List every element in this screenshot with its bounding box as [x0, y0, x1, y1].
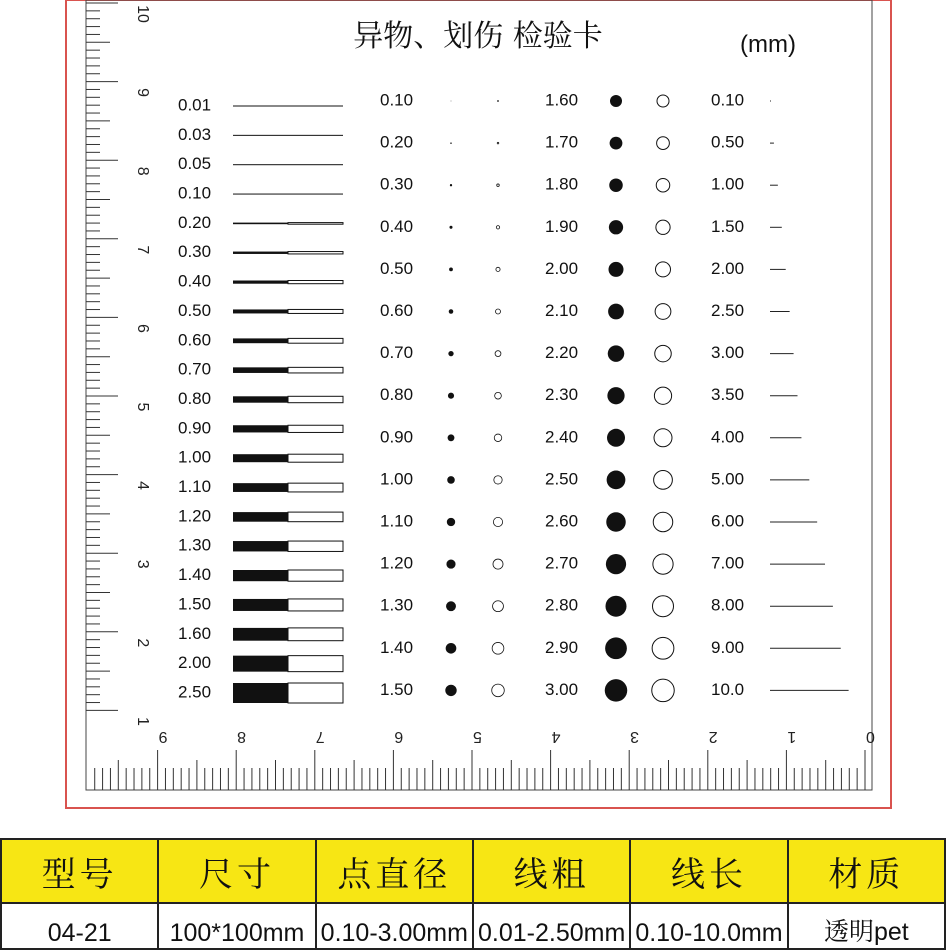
- small-dot-filled: [449, 226, 452, 229]
- value-line-width: 0.01-2.50mm: [473, 903, 630, 949]
- large-dot-outline: [653, 596, 674, 617]
- small-dot-label: 1.40: [380, 637, 414, 657]
- large-dot-filled: [610, 95, 622, 107]
- large-dot-filled: [605, 637, 627, 659]
- line-width-filled: [233, 194, 288, 195]
- line-length-label: 3.00: [711, 343, 745, 363]
- large-dot-filled: [609, 262, 624, 277]
- large-dot-outline: [652, 679, 675, 702]
- small-dot-label: 1.30: [380, 595, 414, 615]
- large-dot-label: 1.90: [545, 216, 579, 236]
- value-line-length: 0.10-10.0mm: [630, 903, 787, 949]
- ruler-label-h: 5: [472, 727, 482, 745]
- small-dot-filled: [448, 434, 455, 441]
- line-length-label: 7.00: [711, 553, 745, 573]
- small-dot-filled: [445, 685, 456, 696]
- line-width-label: 0.40: [178, 271, 212, 291]
- line-width-outline: [288, 252, 343, 254]
- header-size: 尺寸: [158, 839, 315, 903]
- large-dot-label: 1.60: [545, 90, 579, 110]
- small-dot-outline: [492, 684, 505, 697]
- line-width-outline: [288, 396, 343, 402]
- line-width-outline: [288, 194, 343, 195]
- large-dot-filled: [606, 554, 626, 574]
- small-dot-outline: [494, 476, 502, 484]
- small-dot-label: 0.80: [380, 385, 414, 405]
- small-dot-outline: [495, 309, 500, 314]
- large-dot-label: 3.00: [545, 679, 579, 699]
- header-line-width: 线粗: [473, 839, 630, 903]
- line-width-outline: [288, 454, 343, 462]
- line-width-outline: [288, 338, 343, 343]
- large-dot-outline: [655, 304, 671, 320]
- ruler-label-v: 9: [133, 88, 151, 98]
- large-dot-label: 2.30: [545, 385, 579, 405]
- line-width-label: 1.00: [178, 447, 212, 467]
- small-dot-label: 0.30: [380, 174, 414, 194]
- line-length-label: 0.10: [711, 90, 745, 110]
- line-width-outline: [288, 599, 343, 611]
- large-dot-label: 2.50: [545, 469, 579, 489]
- line-width-filled: [233, 599, 288, 611]
- large-dot-filled: [607, 387, 624, 404]
- spec-header-row: [1, 839, 945, 903]
- small-dot-outline: [495, 351, 501, 357]
- large-dot-outline: [656, 178, 670, 192]
- large-dot-outline: [654, 387, 671, 404]
- line-width-label: 0.05: [178, 154, 212, 174]
- line-length-label: 9.00: [711, 637, 745, 657]
- line-width-label: 0.70: [178, 359, 212, 379]
- line-width-filled: [233, 223, 288, 225]
- small-dot-filled: [450, 184, 452, 186]
- line-width-label: 0.20: [178, 212, 212, 232]
- card-title: 异物、划伤 检验卡: [353, 19, 603, 54]
- large-dot-outline: [655, 345, 672, 362]
- line-width-label: 1.30: [178, 535, 212, 555]
- line-width-filled: [233, 164, 288, 165]
- small-dot-outline: [497, 142, 499, 144]
- small-dot-filled: [449, 268, 453, 272]
- large-dot-filled: [605, 679, 628, 702]
- small-dot-outline: [497, 184, 500, 187]
- small-dot-label: 1.50: [380, 679, 414, 699]
- ruler-label-h: 2: [708, 727, 718, 745]
- line-width-outline: [288, 512, 343, 522]
- large-dot-outline: [656, 220, 670, 234]
- large-dot-label: 1.80: [545, 174, 579, 194]
- line-length-label: 0.50: [711, 132, 745, 152]
- line-width-label: 0.50: [178, 300, 212, 320]
- line-length-label: 1.00: [711, 174, 745, 194]
- line-width-filled: [233, 628, 288, 641]
- large-dot-outline: [653, 512, 673, 532]
- small-dot-label: 0.60: [380, 300, 414, 320]
- line-width-outline: [288, 281, 343, 284]
- line-length-label: 8.00: [711, 595, 745, 615]
- ruler-label-v: 5: [133, 402, 151, 412]
- header-dot-diameter: 点直径: [316, 839, 473, 903]
- line-width-filled: [233, 367, 288, 373]
- line-width-filled: [233, 135, 288, 136]
- line-width-label: 1.40: [178, 565, 212, 585]
- small-dot-filled: [448, 393, 454, 399]
- small-dot-filled: [447, 518, 455, 526]
- small-dot-filled: [447, 476, 455, 484]
- small-dot-label: 0.10: [380, 90, 414, 110]
- line-width-filled: [233, 252, 288, 254]
- line-width-label: 0.30: [178, 242, 212, 262]
- small-dot-filled: [449, 309, 454, 314]
- ruler-label-v: 7: [133, 245, 151, 255]
- large-dot-label: 2.60: [545, 511, 579, 531]
- line-width-outline: [288, 483, 343, 492]
- ruler-label-v: 8: [133, 166, 151, 176]
- small-dot-outline: [498, 101, 499, 102]
- ruler-label-v: 1: [133, 716, 151, 726]
- large-dot-label: 2.00: [545, 258, 579, 278]
- spec-table: [0, 838, 946, 950]
- large-dot-label: 1.70: [545, 132, 579, 152]
- line-width-label: 0.03: [178, 124, 212, 144]
- value-material: 透明pet: [788, 903, 945, 949]
- line-width-outline: [288, 656, 343, 672]
- ruler-label-h: 1: [787, 727, 797, 745]
- small-dot-outline: [494, 434, 502, 442]
- small-dot-outline: [496, 226, 499, 229]
- small-dot-outline: [493, 559, 503, 569]
- line-length-label: 2.00: [711, 258, 745, 278]
- line-width-label: 0.01: [178, 95, 212, 115]
- ruler-label-h: 6: [394, 727, 404, 745]
- small-dot-filled: [446, 601, 456, 611]
- small-dot-outline: [496, 267, 500, 271]
- ruler-label-v: 2: [133, 638, 151, 648]
- small-dot-filled: [451, 101, 452, 102]
- ruler-label-h: 8: [237, 727, 247, 745]
- line-width-label: 0.90: [178, 418, 212, 438]
- line-width-label: 0.60: [178, 330, 212, 350]
- line-width-filled: [233, 454, 288, 462]
- large-dot-outline: [657, 95, 669, 107]
- small-dot-label: 0.40: [380, 216, 414, 236]
- small-dot-outline: [493, 601, 504, 612]
- line-width-filled: [233, 281, 288, 284]
- line-width-filled: [233, 570, 288, 581]
- large-dot-outline: [652, 637, 674, 659]
- line-width-filled: [233, 309, 288, 313]
- large-dot-outline: [653, 554, 673, 574]
- small-dot-label: 0.70: [380, 343, 414, 363]
- line-length-label: 5.00: [711, 469, 745, 489]
- line-width-filled: [233, 541, 288, 551]
- value-dot-diameter: 0.10-3.00mm: [316, 903, 473, 949]
- large-dot-filled: [607, 429, 625, 447]
- line-width-label: 0.80: [178, 388, 212, 408]
- line-width-outline: [288, 135, 343, 136]
- ruler-label-h: 7: [315, 727, 325, 745]
- line-width-outline: [288, 106, 343, 107]
- large-dot-label: 2.40: [545, 427, 579, 447]
- large-dot-outline: [654, 471, 673, 490]
- large-dot-filled: [607, 471, 626, 490]
- header-material: 材质: [788, 839, 945, 903]
- small-dot-filled: [446, 643, 457, 654]
- line-width-label: 1.60: [178, 623, 212, 643]
- value-size: 100*100mm: [158, 903, 315, 949]
- line-width-outline: [288, 683, 343, 703]
- small-dot-label: 0.50: [380, 258, 414, 278]
- large-dot-filled: [609, 220, 623, 234]
- line-width-filled: [233, 396, 288, 402]
- header-line-length: 线长: [630, 839, 787, 903]
- line-width-outline: [288, 570, 343, 581]
- small-dot-label: 1.20: [380, 553, 414, 573]
- large-dot-label: 2.10: [545, 300, 579, 320]
- line-width-outline: [288, 223, 343, 225]
- line-width-filled: [233, 106, 288, 107]
- line-width-outline: [288, 309, 343, 313]
- value-model: 04-21: [1, 903, 158, 949]
- line-width-label: 1.10: [178, 477, 212, 497]
- large-dot-outline: [654, 429, 672, 447]
- ruler-label-v: 6: [133, 323, 151, 333]
- ruler-label-h: 9: [158, 727, 168, 745]
- line-length-label: 1.50: [711, 216, 745, 236]
- header-model: 型号: [1, 839, 158, 903]
- large-dot-outline: [657, 137, 670, 150]
- large-dot-label: 2.80: [545, 595, 579, 615]
- ruler-label-v: 4: [133, 481, 151, 491]
- ruler-label-h: 0: [865, 727, 875, 745]
- ruler-label-h: 4: [551, 727, 561, 745]
- large-dot-outline: [656, 262, 671, 277]
- large-dot-filled: [608, 304, 624, 320]
- line-width-label: 2.00: [178, 653, 212, 673]
- small-dot-label: 0.90: [380, 427, 414, 447]
- line-width-outline: [288, 425, 343, 432]
- line-width-filled: [233, 425, 288, 432]
- line-width-filled: [233, 683, 288, 703]
- ruler-label-v: 3: [133, 559, 151, 569]
- line-width-label: 1.20: [178, 506, 212, 526]
- line-length-label: 2.50: [711, 300, 745, 320]
- small-dot-filled: [446, 560, 455, 569]
- line-length-label: 4.00: [711, 427, 745, 447]
- small-dot-outline: [493, 517, 502, 526]
- large-dot-filled: [606, 512, 626, 532]
- line-width-filled: [233, 656, 288, 672]
- small-dot-outline: [492, 642, 504, 654]
- large-dot-filled: [606, 596, 627, 617]
- large-dot-label: 2.20: [545, 343, 579, 363]
- line-width-outline: [288, 164, 343, 165]
- line-width-filled: [233, 483, 288, 492]
- small-dot-outline: [495, 392, 502, 399]
- line-length-label: 10.0: [711, 679, 745, 699]
- line-width-label: 2.50: [178, 682, 212, 702]
- spec-value-row: [1, 903, 945, 949]
- large-dot-filled: [609, 178, 623, 192]
- large-dot-filled: [608, 345, 625, 362]
- small-dot-filled: [448, 351, 453, 356]
- line-width-label: 1.50: [178, 594, 212, 614]
- large-dot-filled: [610, 137, 623, 150]
- line-width-outline: [288, 541, 343, 551]
- small-dot-label: 1.10: [380, 511, 414, 531]
- line-length-label: 6.00: [711, 511, 745, 531]
- small-dot-label: 1.00: [380, 469, 414, 489]
- line-width-filled: [233, 338, 288, 343]
- line-width-outline: [288, 367, 343, 373]
- small-dot-filled: [450, 142, 452, 144]
- line-length-label: 3.50: [711, 385, 745, 405]
- line-width-label: 0.10: [178, 183, 212, 203]
- large-dot-label: 2.70: [545, 553, 579, 573]
- line-width-filled: [233, 512, 288, 522]
- ruler-label-v: 10: [133, 5, 151, 23]
- unit-label: (mm): [740, 31, 796, 58]
- small-dot-label: 0.20: [380, 132, 414, 152]
- line-width-outline: [288, 628, 343, 641]
- large-dot-label: 2.90: [545, 637, 579, 657]
- ruler-label-h: 3: [630, 727, 640, 745]
